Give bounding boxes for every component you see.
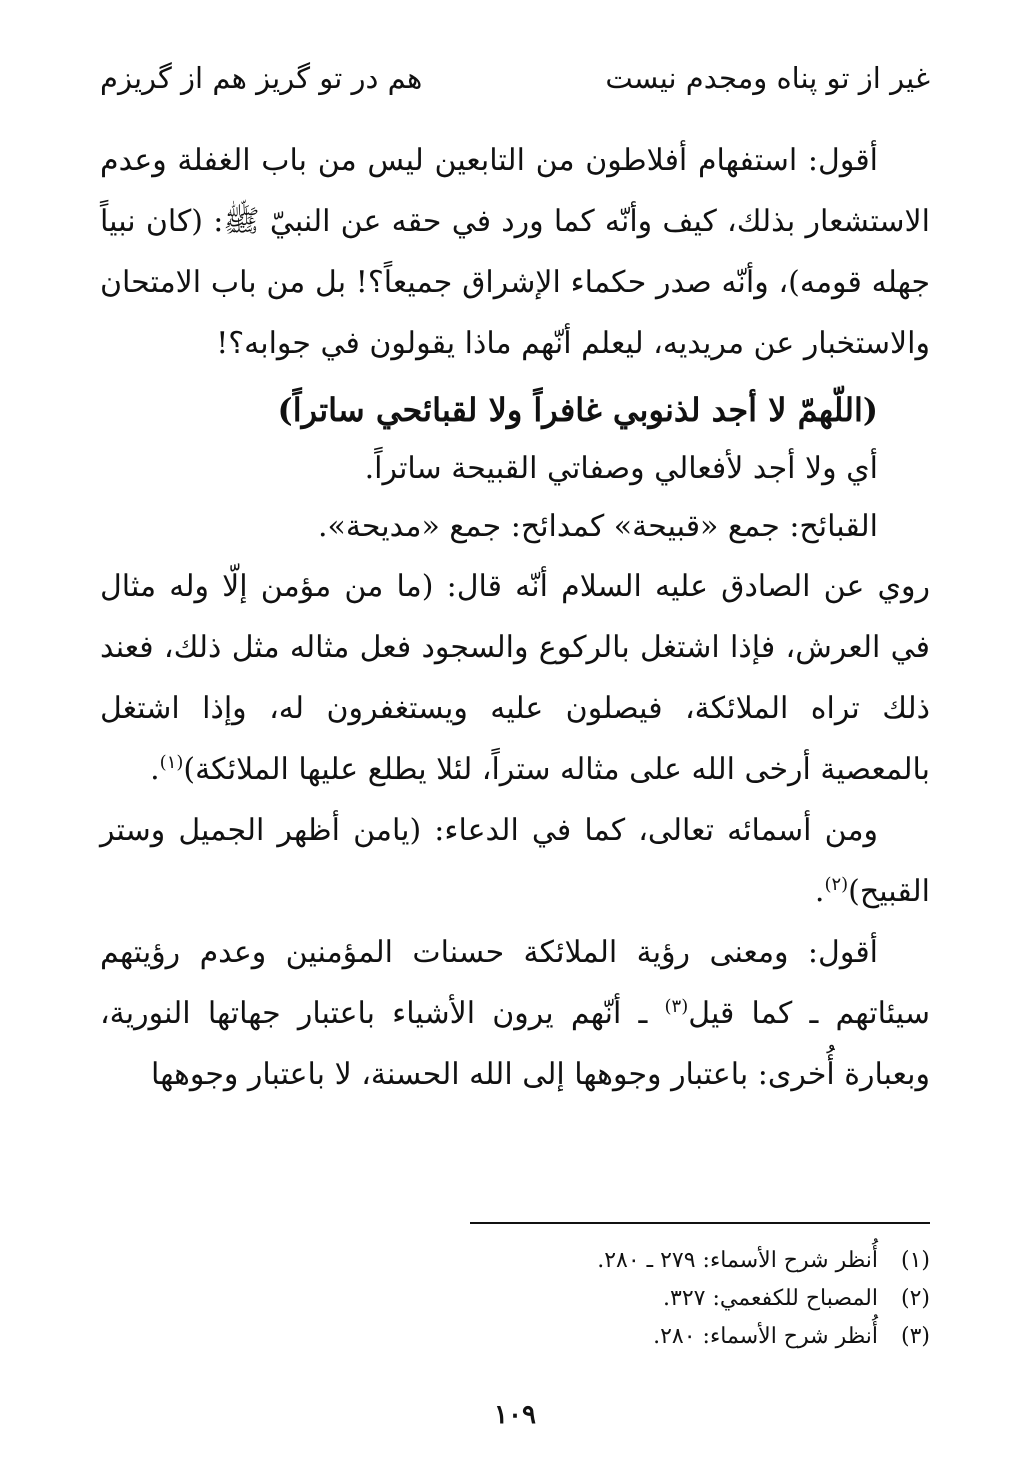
paragraph-3: القبائح: جمع «قبيحة» كمدائح: جمع «مديحة». <box>317 509 878 544</box>
paragraph-4 <box>100 556 930 800</box>
footnote-ref-3: (٣) <box>664 996 689 1017</box>
footnote-1 <box>100 1242 930 1280</box>
footnote-1-number: (١) <box>900 1248 930 1273</box>
footnote-2 <box>100 1280 930 1318</box>
page-body <box>100 56 930 1105</box>
paragraph-4-text: روي عن الصادق عليه السلام أنّه قال: (ما من مؤمن إلّا وله مثال في العرش، فإذا اشتغل بالركوع والسجود فعل مثاله مثل ذلك، فعند ذلك تراه الملائكة، فيصلون عليه ويستغفرون له، وإذا اشتغل بالمعصية أرخى الله على مثاله ستراً، لئلا يطلع عليها الملائكة) <box>100 569 930 787</box>
paragraph-6 <box>100 922 930 1105</box>
paragraph-5 <box>100 800 930 922</box>
paragraph-4-end: . <box>150 752 160 787</box>
verse-left-hemistich: هم در تو گريز هم از گريزم <box>100 61 423 95</box>
page-number: ١٠٩ <box>494 1400 536 1430</box>
supplication-heading: (اللّهمّ لا أجد لذنوبي غافراً ولا لقبائحي ساتراً) <box>277 391 878 429</box>
footnote-1-text: أُنظر شرح الأسماء: ٢٧٩ ـ ٢٨٠. <box>597 1248 878 1273</box>
footnote-2-number: (٢) <box>900 1286 930 1311</box>
persian-verse <box>100 56 930 106</box>
paragraph-2: أي ولا أجد لأفعالي وصفاتي القبيحة ساتراً. <box>364 451 878 486</box>
footnote-3-text: أُنظر شرح الأسماء: ٢٨٠. <box>653 1324 878 1349</box>
paragraph-6-text-b: ـ أنّهم يرون الأشياء باعتبار جهاتها النورية، وبعبارة أُخرى: باعتبار وجوهها إلى الله الحسنة، لا باعتبار وجوهها <box>100 996 930 1092</box>
paragraph-5-end: . <box>814 874 825 909</box>
footnote-divider <box>470 1222 930 1224</box>
paragraph-1: أقول: استفهام أفلاطون من التابعين ليس من باب الغفلة وعدم الاستشعار بذلك، كيف وأنّه كما ورد في حقه عن النبيّ ﷺ: (كان نبياً جهله قومه)، وأنّه صدر حكماء الإشراق جميعاً؟! بل من باب الامتحان والاستخبار عن مريديه، ليعلم أنّهم ماذا يقولون في جوابه؟! <box>100 143 930 361</box>
footnotes <box>100 1222 930 1356</box>
footnote-2-text: المصباح للكفعمي: ٣٢٧. <box>663 1286 878 1311</box>
footnote-ref-1: (١) <box>159 752 184 773</box>
verse-right-hemistich: غير از تو پناه ومجدم نيست <box>605 61 930 95</box>
footnote-3 <box>100 1318 930 1356</box>
footnote-3-number: (٣) <box>900 1324 930 1349</box>
paragraph-5-text: ومن أسمائه تعالى، كما في الدعاء: (يامن أظهر الجميل وستر القبيح) <box>100 813 930 909</box>
footnote-ref-2: (٢) <box>824 874 849 895</box>
paragraph-6-text-a: أقول: ومعنى رؤية الملائكة حسنات المؤمنين وعدم رؤيتهم سيئاتهم ـ كما قيل <box>100 935 930 1031</box>
